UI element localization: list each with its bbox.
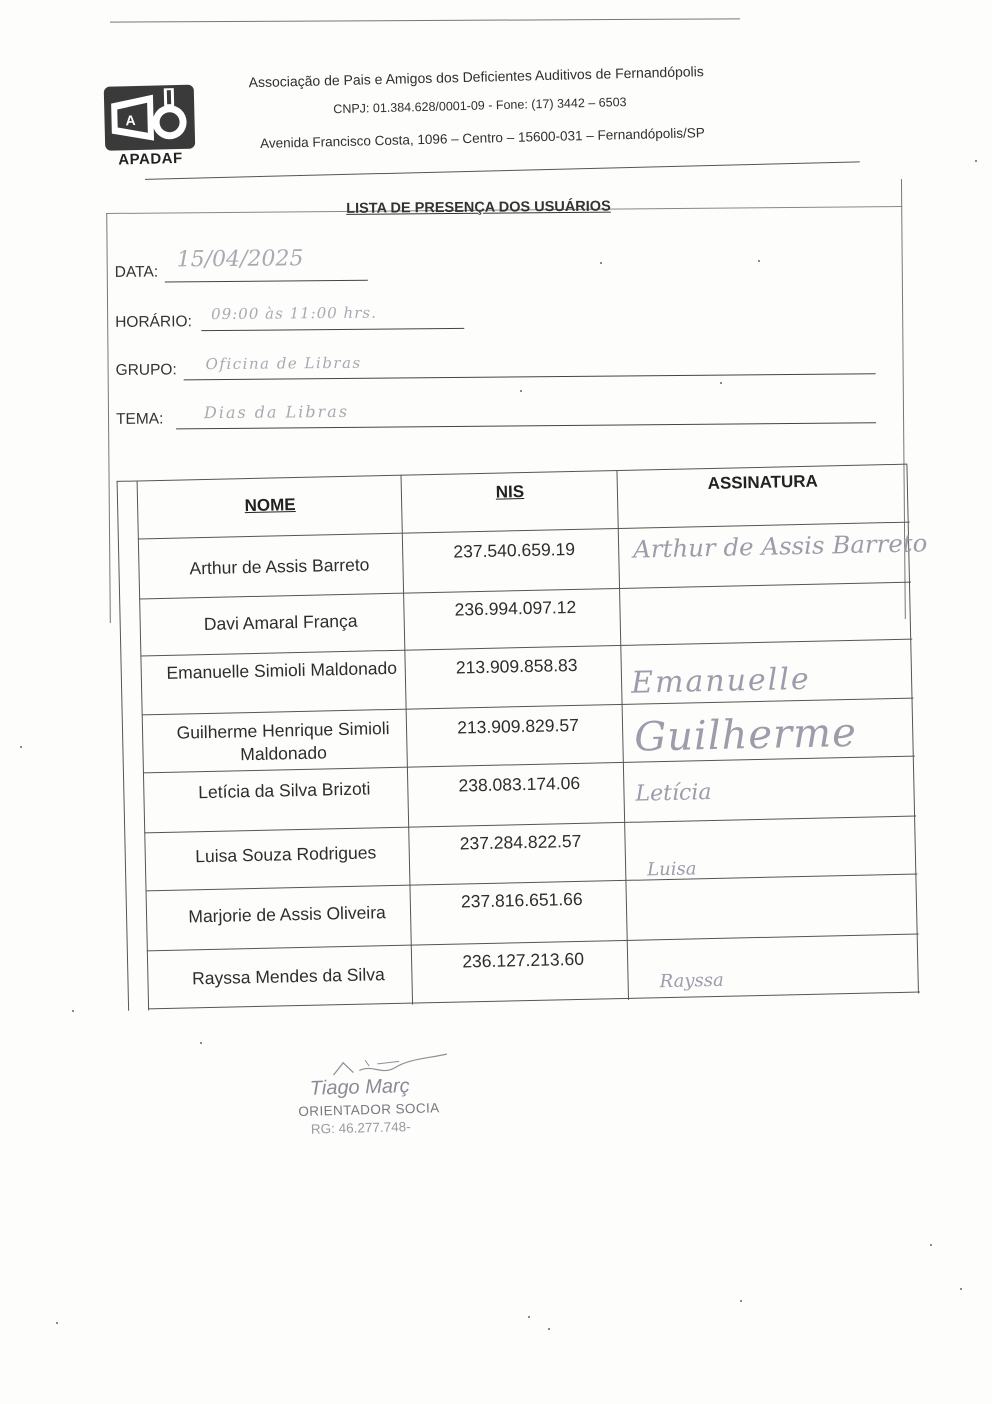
- column-header-nis: NIS: [495, 482, 525, 502]
- letterhead-divider: [145, 161, 860, 179]
- attendance-form: [106, 186, 928, 1010]
- field-tema: [116, 411, 164, 429]
- advisor-rg: RG: 46.277.748-: [310, 1119, 411, 1137]
- table-rule: [137, 480, 150, 1010]
- row-2-nome: Davi Amaral França: [203, 610, 358, 635]
- row-8-nis: 236.127.213.60: [462, 948, 585, 972]
- field-horario-label: HORÁRIO:: [115, 313, 192, 331]
- field-horario: [115, 313, 192, 332]
- column-header-nome: NOME: [244, 495, 296, 516]
- row-1-nome: Arthur de Assis Barreto: [189, 554, 370, 579]
- row-6-nome: Luisa Souza Rodrigues: [195, 842, 377, 867]
- row-7-nis: 237.816.651.66: [460, 888, 583, 912]
- field-horario-line: [201, 328, 464, 331]
- logo-text: APADAF: [118, 149, 183, 169]
- table-rule: [147, 934, 919, 952]
- table-rule: [117, 481, 130, 1011]
- advisor-name: Tiago Març: [309, 1075, 410, 1100]
- field-grupo: [116, 361, 177, 380]
- row-8-assinatura[interactable]: Rayssa: [659, 969, 724, 993]
- row-1-assinatura[interactable]: Arthur de Assis Barreto: [632, 529, 928, 564]
- row-2-nis: 236.994.097.12: [454, 596, 577, 620]
- attendance-table: [117, 471, 928, 1011]
- table-rule: [144, 816, 916, 834]
- letterhead: [96, 58, 866, 192]
- form-frame-left: [106, 213, 111, 623]
- field-horario-value[interactable]: 09:00 às 11:00 hrs.: [211, 303, 377, 324]
- scan-speck: [600, 262, 602, 264]
- row-5-nome: Letícia da Silva Brizoti: [198, 778, 371, 803]
- svg-text:A: A: [125, 112, 136, 129]
- row-8-nome: Rayssa Mendes da Silva: [191, 964, 385, 989]
- table-rule: [146, 874, 918, 892]
- column-header-assinatura: ASSINATURA: [707, 471, 819, 494]
- row-4-assinatura[interactable]: Guilherme: [633, 709, 858, 761]
- row-4-nome: Guilherme Henrique Simioli Maldonado: [176, 718, 390, 765]
- scan-speck: [72, 1010, 74, 1012]
- form-title: LISTA DE PRESENÇA DOS USUÁRIOS: [346, 198, 611, 217]
- scan-speck: [960, 1288, 962, 1290]
- field-data-label: DATA:: [114, 263, 159, 281]
- row-3-nis: 213.909.858.83: [455, 654, 578, 678]
- field-tema-line: [176, 422, 876, 429]
- scan-speck: [975, 160, 977, 162]
- organization-name: Associação de Pais e Amigos dos Deficientes Auditivos de Fernandópolis: [248, 63, 704, 91]
- scan-speck: [758, 260, 760, 262]
- scan-speck: [548, 1328, 550, 1330]
- field-grupo-label: GRUPO:: [115, 361, 177, 379]
- row-1-nis: 237.540.659.19: [453, 538, 576, 562]
- apadaf-logo: [103, 84, 197, 170]
- row-7-nome: Marjorie de Assis Oliveira: [188, 902, 386, 927]
- table-rule: [139, 582, 911, 600]
- field-data: [115, 264, 159, 282]
- apadaf-logo-mark: [103, 84, 197, 152]
- field-data-line: [165, 280, 368, 283]
- table-rule: [148, 992, 920, 1010]
- scan-speck: [528, 1316, 530, 1318]
- scan-speck: [520, 390, 522, 392]
- scan-speck: [20, 746, 22, 748]
- scan-speck: [740, 1300, 742, 1302]
- row-6-nis: 237.284.822.57: [459, 830, 582, 854]
- table-rule: [140, 639, 912, 657]
- row-6-assinatura[interactable]: Luisa: [646, 858, 697, 881]
- field-data-value[interactable]: 15/04/2025: [176, 246, 304, 273]
- field-tema-label: TEMA:: [115, 410, 164, 428]
- scan-speck: [720, 382, 722, 384]
- field-tema-value[interactable]: Dias da Libras: [203, 401, 350, 423]
- top-rule: [110, 18, 740, 22]
- row-5-assinatura[interactable]: Letícia: [635, 780, 712, 807]
- field-grupo-line: [184, 373, 876, 380]
- scan-speck: [200, 1042, 202, 1044]
- organization-address: Avenida Francisco Costa, 1096 – Centro – 15600-031 – Fernandópolis/SP: [259, 125, 705, 152]
- advisor-stamp: [290, 1050, 460, 1140]
- row-4-nis: 213.909.829.57: [456, 714, 580, 738]
- row-5-nis: 238.083.174.06: [458, 772, 581, 796]
- scan-speck: [56, 1322, 58, 1324]
- field-grupo-value[interactable]: Oficina de Libras: [205, 353, 362, 374]
- advisor-role: ORIENTADOR SOCIA: [298, 1100, 440, 1120]
- row-3-nome: Emanuelle Simioli Maldonado: [166, 657, 398, 683]
- scan-speck: [930, 1244, 932, 1246]
- row-3-assinatura[interactable]: Emanuelle: [630, 661, 812, 701]
- organization-contact: CNPJ: 01.384.628/0001-09 - Fone: (17) 3442 – 6503: [333, 95, 627, 117]
